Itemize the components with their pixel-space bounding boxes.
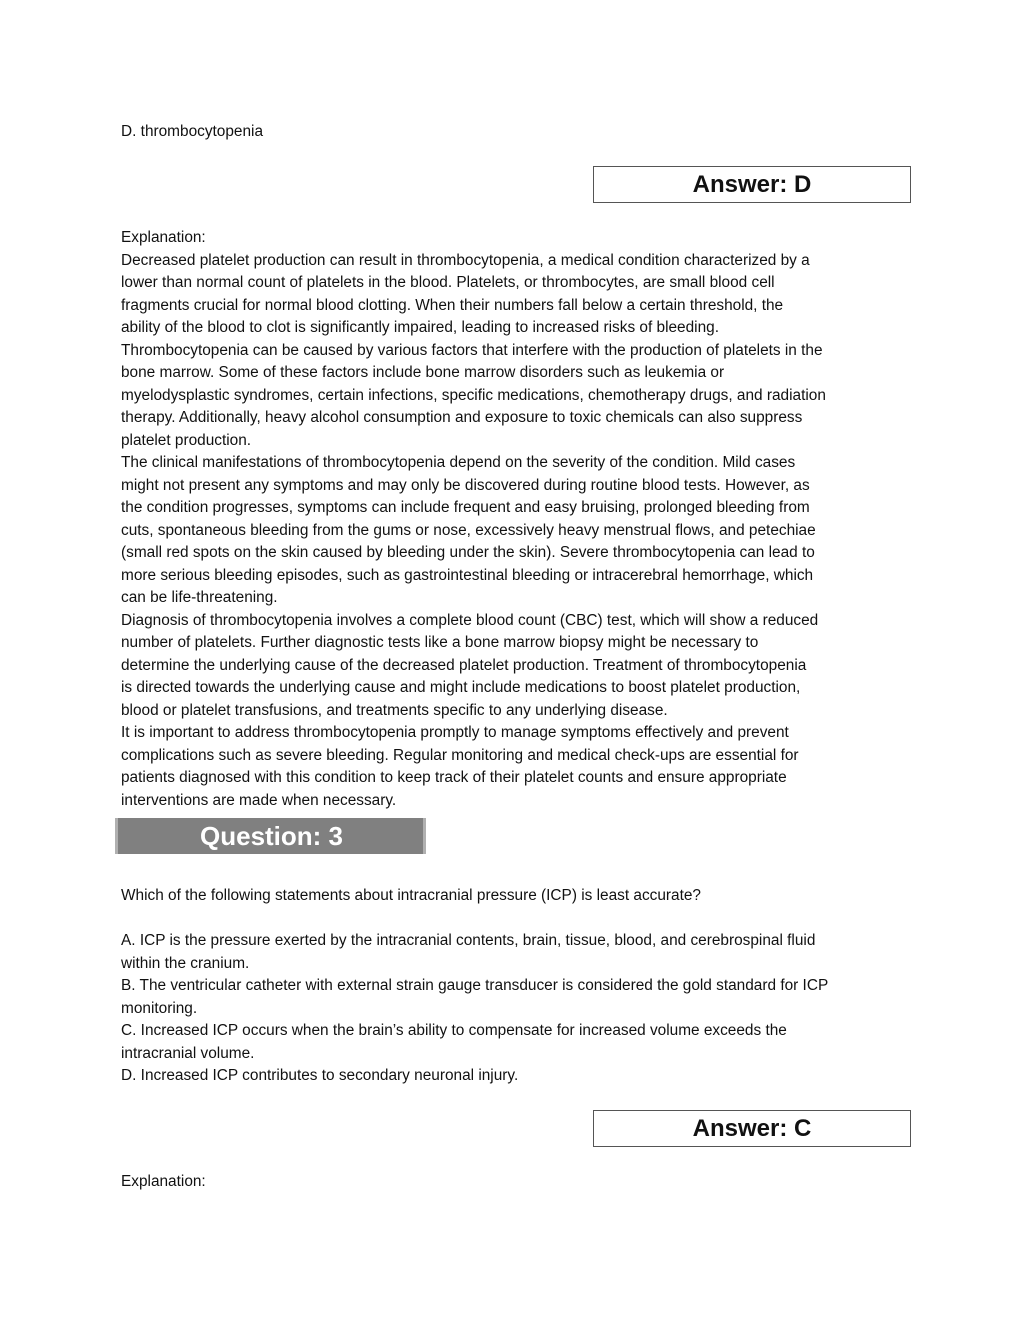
- explanation-line: the condition progresses, symptoms can include frequent and easy bruising, prolonged bleeding from: [121, 499, 810, 516]
- question-heading-banner: Question: 3: [115, 818, 426, 854]
- explanation-line: ability of the blood to clot is significantly impaired, leading to increased risks of bleeding.: [121, 319, 719, 336]
- explanation-line: It is important to address thrombocytopenia promptly to manage symptoms effectively and prevent: [121, 724, 789, 741]
- answer-box-2: Answer: C: [593, 1110, 911, 1147]
- option-line: monitoring.: [121, 999, 198, 1017]
- question-prompt: Which of the following statements about intracranial pressure (ICP) is least accurate?: [121, 887, 701, 904]
- explanation-line: might not present any symptoms and may only be discovered during routine blood tests. However, as: [121, 476, 810, 494]
- answer-box-1: Answer: D: [593, 166, 911, 203]
- explanation-line: more serious bleeding episodes, such as gastrointestinal bleeding or intracerebral hemorrhage, which: [121, 566, 814, 584]
- explanation-line: cuts, spontaneous bleeding from the gums or nose, excessively heavy menstrual flows, and petechiae: [121, 521, 816, 539]
- explanation-line: Thrombocytopenia can be caused by various factors that interfere with the production of platelets in the: [121, 341, 823, 359]
- explanation-line: bone marrow. Some of these factors include bone marrow disorders such as leukemia or: [121, 364, 725, 381]
- explanation-line: can be life-threatening.: [121, 589, 278, 606]
- option-line: B. The ventricular catheter with external strain gauge transducer is considered the gold standard for ICP: [121, 977, 829, 994]
- explanation-line: interventions are made when necessary.: [121, 791, 397, 809]
- option-line: within the cranium.: [121, 954, 250, 972]
- explanation-line: complications such as severe bleeding. Regular monitoring and medical check-ups are essential for: [121, 746, 799, 764]
- explanation-line: blood or platelet transfusions, and treatments specific to any underlying disease.: [121, 701, 668, 719]
- explanation-line: is directed towards the underlying cause and might include medications to boost platelet production,: [121, 679, 801, 696]
- previous-option-d: D. thrombocytopenia: [121, 123, 264, 140]
- explanation-line: Diagnosis of thrombocytopenia involves a complete blood count (CBC) test, which will show a reduced: [121, 611, 819, 629]
- option-line: intracranial volume.: [121, 1044, 255, 1062]
- explanation-line: (small red spots on the skin caused by bleeding under the skin). Severe thrombocytopenia can lead to: [121, 544, 815, 561]
- explanation-line: Decreased platelet production can result in thrombocytopenia, a medical condition characterized by a: [121, 251, 810, 269]
- explanation-label: Explanation:: [121, 229, 206, 246]
- explanation-line: number of platelets. Further diagnostic tests like a bone marrow biopsy might be necessary to: [121, 634, 759, 651]
- explanation-line: patients diagnosed with this condition to keep track of their platelet counts and ensure appropriate: [121, 769, 787, 786]
- explanation-2-label: Explanation:: [121, 1173, 206, 1190]
- explanation-line: platelet production.: [121, 431, 252, 449]
- option-line: C. Increased ICP occurs when the brain’s ability to compensate for increased volume exceeds the: [121, 1022, 787, 1039]
- option-line: D. Increased ICP contributes to secondary neuronal injury.: [121, 1067, 519, 1084]
- explanation-line: fragments crucial for normal blood clotting. When their numbers fall below a certain threshold, the: [121, 296, 784, 314]
- explanation-line: The clinical manifestations of thrombocytopenia depend on the severity of the condition. Mild cases: [121, 454, 796, 471]
- explanation-line: determine the underlying cause of the decreased platelet production. Treatment of thrombocytopenia: [121, 656, 807, 674]
- explanation-line: lower than normal count of platelets in the blood. Platelets, or thrombocytes, are small blood cell: [121, 274, 775, 291]
- explanation-line: myelodysplastic syndromes, certain infections, specific medications, chemotherapy drugs, and radiation: [121, 386, 826, 404]
- option-line: A. ICP is the pressure exerted by the intracranial contents, brain, tissue, blood, and cerebrospinal fluid: [121, 932, 816, 949]
- explanation-line: therapy. Additionally, heavy alcohol consumption and exposure to toxic chemicals can also suppress: [121, 409, 803, 426]
